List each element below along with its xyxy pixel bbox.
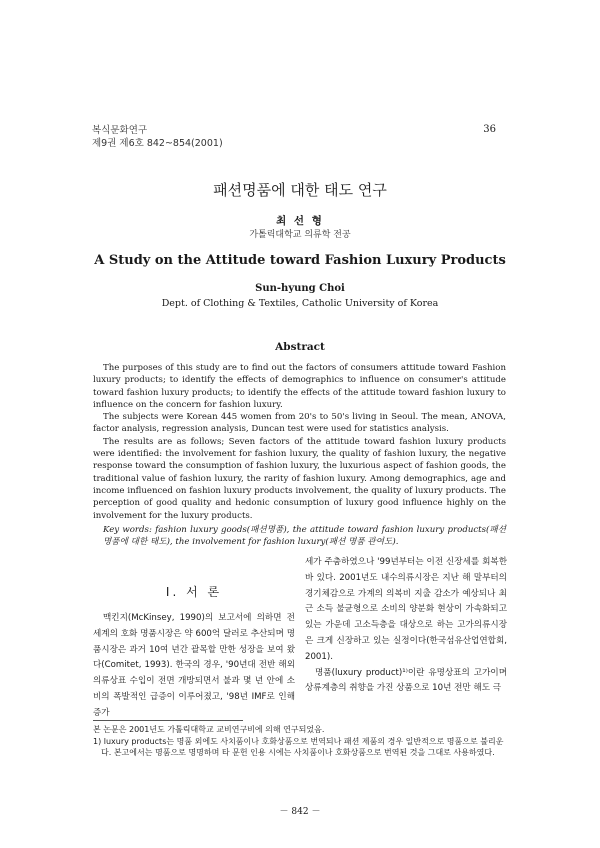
abstract-paragraph: The results are as follows; Seven factors of the attitude toward fashion luxury products were identified: the involvement for fashion luxury, the quality of fashion luxury, the negative response toward the consumption of fashion luxury, the luxurious aspect of fashion goods, the traditional value of fashion luxury, the rarity of fashion luxury. Among demographics, age and income influenced on fashion luxury products involvement, the quality of luxury products. The perception of good quality and hedonic consumption of luxury good influence highly on the involvement for the luxury products. — [93, 436, 506, 521]
abstract-heading: Abstract — [275, 341, 325, 353]
abstract-body — [93, 362, 506, 548]
footnote-divider — [93, 720, 243, 721]
journal-header — [92, 124, 223, 150]
volume-info: 제9권 제6호 842~854(2001) — [92, 138, 223, 149]
footnote: 본 논문은 2001년도 가톨릭대학교 교비연구비에 의해 연구되었음. — [93, 725, 325, 734]
body-paragraph: 명품(luxury product)¹⁾이란 유명상표의 고가이며 상류계층의 취향을 가진 상품으로 10년 전만 해도 극 — [305, 667, 507, 694]
footnotes — [93, 724, 506, 759]
affiliation-korean: 가톨릭대학교 의류학 전공 — [249, 230, 351, 240]
body-paragraph: 맥킨지(McKinsey, 1990)의 보고서에 의하면 전 세계의 호화 명품시장은 약 600억 달러로 추산되며 명품시장은 과거 10여 년간 괄목할 만한 성장을 보여 왔다(Comitet, 1993). 한국의 경우, '90년대 전반 해외의류상표 수입이 전면 개방되면서 불과 몇 년 안에 소비의 폭발적인 급증이 이루어졌고, '98년 IMF로 인해 증가 — [93, 613, 295, 718]
page-number: 36 — [483, 124, 496, 135]
footer-page-number: － 842 － — [279, 807, 321, 817]
author-english: Sun-hyung Choi — [255, 283, 345, 294]
left-column — [93, 585, 295, 722]
abstract-paragraph: The purposes of this study are to find out the factors of consumers attitude toward Fashion luxury products; to identify the effects of demographics to influence on consumer's attitude toward fashion luxury products; to identify the effects of the attitude toward fashion luxury to influence on the concern for fashion luxury. — [93, 363, 506, 410]
body-paragraph: 세가 주춤하였으나 '99년부터는 이전 신장세를 회복한 바 있다. 2001년도 내수의류시장은 지난 해 말부터의 경기체감으로 가계의 의복비 지출 감소가 예상되나 최근 소득 불균형으로 소비의 양분화 현상이 가속화되고 있는 가운데 고소득층을 대상으로 하는 고가의류시장은 크게 신장하고 있는 실정이다(한국섬유산업연합회, 2001). — [305, 557, 507, 662]
section-heading: Ⅰ. 서 론 — [165, 585, 223, 599]
footnote: 1) luxury products는 명품 외에도 사치품이나 호화상품으로 번역되나 패션 제품의 경우 일반적으로 명품으로 불리운다. 본고에서는 명품으로 명명하며 타 문헌 인용 시에는 사치품이나 호화상품으로 번역된 것을 그대로 사용하였다. — [93, 736, 504, 757]
title-english: A Study on the Attitude toward Fashion Luxury Products — [94, 253, 506, 268]
right-column — [305, 555, 507, 697]
author-korean: 최 선 형 — [276, 215, 324, 227]
abstract-paragraph: The subjects were Korean 445 women from 20's to 50's living in Seoul. The mean, ANOVA, factor analysis, regression analysis, Duncan test were used for statistics analysis. — [93, 412, 506, 435]
journal-name: 복식문화연구 — [92, 125, 148, 136]
affiliation-english: Dept. of Clothing & Textiles, Catholic University of Korea — [161, 298, 439, 309]
title-korean: 패션명품에 대한 태도 연구 — [213, 181, 387, 199]
keywords: Key words: fashion luxury goods(패션명품), the attitude toward fashion luxury products(패션명품에 대한 태도), the involvement for fashion luxury(패션 명품 관여도). — [103, 524, 506, 548]
